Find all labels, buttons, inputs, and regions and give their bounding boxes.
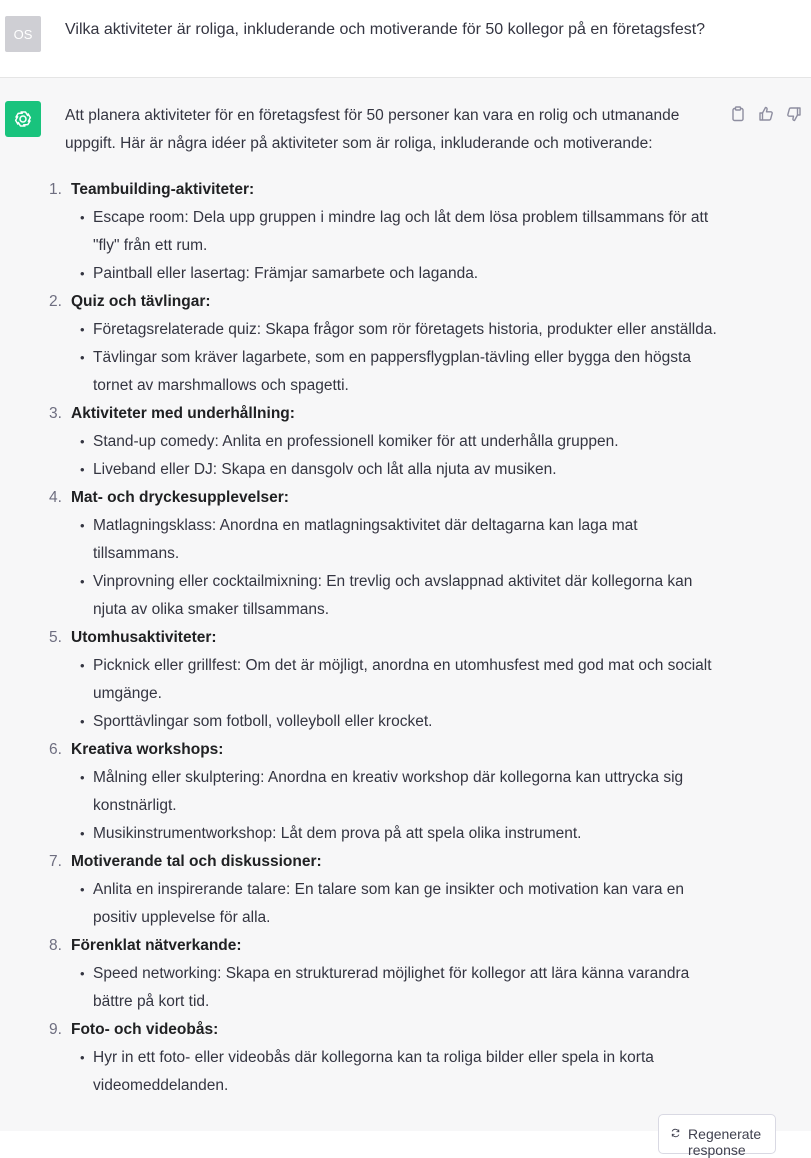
section-items <box>71 1044 725 1100</box>
message-actions <box>729 105 803 123</box>
section-items <box>71 428 725 484</box>
list-item: • Matlagningsklass: Anordna en matlagningsaktivitet där deltagarna kan laga mat tillsammans. <box>93 512 725 568</box>
user-question: Vilka aktiviteter är roliga, inkluderande och motiverande för 50 kollegor på en företagsfest? <box>65 21 706 38</box>
section-title: Quiz och tävlingar: <box>71 293 211 310</box>
section-number: 6. <box>49 741 62 758</box>
section-title: Foto- och videobås: <box>71 1021 219 1038</box>
section-title: Teambuilding-aktiviteter: <box>71 181 255 198</box>
activity-section <box>49 484 725 624</box>
activity-section <box>49 1016 725 1100</box>
list-item: • Tävlingar som kräver lagarbete, som en pappersflygplan-tävling eller bygga den högsta tornet av marshmallows och spagetti. <box>93 344 725 400</box>
section-items <box>71 316 725 400</box>
list-item: • Anlita en inspirerande talare: En talare som kan ge insikter och motivation kan vara en positiv upplevelse för alla. <box>93 876 725 932</box>
section-number: 7. <box>49 853 62 870</box>
section-number: 4. <box>49 489 62 506</box>
list-item: • Företagsrelaterade quiz: Skapa frågor som rör företagets historia, produkter eller anställda. <box>93 316 725 344</box>
section-items <box>71 764 725 848</box>
activity-section <box>49 400 725 484</box>
response-intro: Att planera aktiviteter för en företagsfest för 50 personer kan vara en rolig och utmanande uppgift. Här är några idéer på aktiviteter som är roliga, inkluderande och motiverande: <box>65 107 680 152</box>
section-title: Förenklat nätverkande: <box>71 937 242 954</box>
list-item: • Sporttävlingar som fotboll, volleyboll eller krocket. <box>93 708 725 736</box>
assistant-avatar <box>5 101 41 137</box>
section-items <box>71 652 725 736</box>
section-title: Utomhusaktiviteter: <box>71 629 217 646</box>
list-item: • Stand-up comedy: Anlita en professionell komiker för att underhålla gruppen. <box>93 428 725 456</box>
section-title: Aktiviteter med underhållning: <box>71 405 295 422</box>
section-number: 5. <box>49 629 62 646</box>
activity-section <box>49 624 725 736</box>
refresh-icon <box>671 1126 680 1140</box>
section-items <box>71 512 725 624</box>
user-avatar-initials: OS <box>13 26 33 42</box>
activity-section <box>49 176 725 288</box>
section-items <box>71 960 725 1016</box>
section-title: Kreativa workshops: <box>71 741 224 758</box>
list-item: • Speed networking: Skapa en strukturerad möjlighet för kollegor att lära känna varandra bättre på kort tid. <box>93 960 725 1016</box>
section-number: 1. <box>49 181 62 198</box>
list-item: • Musikinstrumentworkshop: Låt dem prova på att spela olika instrument. <box>93 820 725 848</box>
section-number: 2. <box>49 293 62 310</box>
section-items <box>71 204 725 288</box>
copy-icon <box>730 106 746 122</box>
section-number: 3. <box>49 405 62 422</box>
list-item: • Escape room: Dela upp gruppen i mindre lag och låt dem lösa problem tillsammans för att "fly" från ett rum. <box>93 204 725 260</box>
regenerate-button[interactable] <box>658 1114 776 1158</box>
activity-section <box>49 848 725 932</box>
list-item: • Vinprovning eller cocktailmixning: En trevlig och avslappnad aktivitet där kollegorna kan njuta av olika smaker tillsammans. <box>93 568 725 624</box>
list-item: • Liveband eller DJ: Skapa en dansgolv och låt alla njuta av musiken. <box>93 456 725 484</box>
section-number: 9. <box>49 1021 62 1038</box>
list-item: • Målning eller skulptering: Anordna en kreativ workshop där kollegorna kan uttrycka sig konstnärligt. <box>93 764 725 820</box>
section-items <box>71 876 725 932</box>
section-title: Motiverande tal och diskussioner: <box>71 853 322 870</box>
assistant-response <box>49 102 725 1100</box>
section-number: 8. <box>49 937 62 954</box>
activity-section <box>49 932 725 1016</box>
thumbs-up-icon <box>758 106 774 122</box>
section-title: Mat- och dryckesupplevelser: <box>71 489 289 506</box>
activity-section <box>49 288 725 400</box>
regenerate-label: Regenerate response <box>688 1126 762 1158</box>
list-item: • Paintball eller lasertag: Främjar samarbete och laganda. <box>93 260 725 288</box>
user-message-row <box>0 0 811 78</box>
thumbs-down-button[interactable] <box>785 105 803 123</box>
activity-list <box>49 176 725 1100</box>
list-item: • Picknick eller grillfest: Om det är möjligt, anordna en utomhusfest med god mat och socialt umgänge. <box>93 652 725 708</box>
list-item: • Hyr in ett foto- eller videobås där kollegorna kan ta roliga bilder eller spela in korta videomeddelanden. <box>93 1044 725 1100</box>
thumbs-down-icon <box>786 106 802 122</box>
assistant-message-row <box>0 78 811 1131</box>
openai-logo-icon <box>11 107 35 131</box>
thumbs-up-button[interactable] <box>757 105 775 123</box>
activity-section <box>49 736 725 848</box>
user-avatar <box>5 16 41 52</box>
copy-button[interactable] <box>729 105 747 123</box>
